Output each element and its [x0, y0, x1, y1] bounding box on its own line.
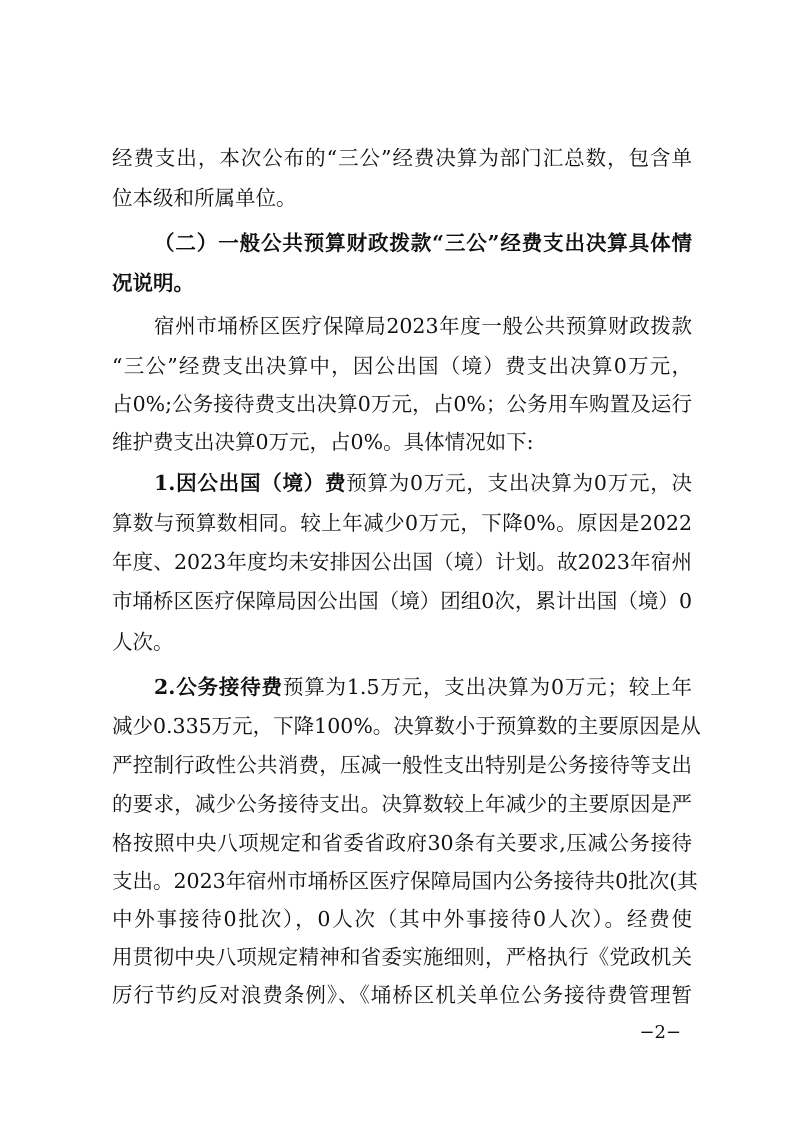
section-heading: 况说明。 [112, 271, 194, 295]
paragraph-line: 算数与预算数相同。较上年减少0万元，下降0%。原因是2022 [112, 511, 692, 535]
paragraph-line: 1.因公出国（境）费预算为0万元，支出决算为0万元，决 [154, 471, 692, 495]
paragraph-line: 的要求，减少公务接待支出。决算数较上年减少的主要原因是严 [112, 792, 692, 816]
paragraph-line: 支出。2023年宿州市埇桥区医疗保障局国内公务接待共0批次(其 [112, 869, 698, 893]
paragraph-line: 中外事接待0批次），0人次（其中外事接待0人次）。经费使 [112, 907, 692, 931]
paragraph-line: 年度、2023年度均未安排因公出国（境）计划。故2023年宿州 [112, 550, 692, 574]
paragraph-line: 市埇桥区医疗保障局因公出国（境）团组0次，累计出国（境）0 [112, 589, 692, 613]
paragraph-line: “三公”经费支出决算中，因公出国（境）费支出决算0万元， [112, 354, 692, 378]
section-heading: （二）一般公共预算财政拨款“三公”经费支出决算具体情 [154, 231, 692, 255]
paragraph-line: 人次。 [112, 630, 174, 654]
paragraph-line: 2.公务接待费预算为1.5万元，支出决算为0万元；较上年 [154, 675, 692, 699]
paragraph-line: 用贯彻中央八项规定精神和省委实施细则，严格执行《党政机关 [112, 945, 692, 969]
paragraph-line: 经费支出，本次公布的“三公”经费决算为部门汇总数，包含单 [112, 146, 692, 170]
item-heading: 1.因公出国（境）费 [154, 471, 347, 495]
paragraph-line: 严控制行政性公共消费，压减一般性支出特别是公务接待等支出 [112, 753, 692, 777]
paragraph-line: 减少0.335万元，下降100%。决算数小于预算数的主要原因是从 [112, 714, 701, 738]
paragraph-line: 维护费支出决算0万元，占0%。具体情况如下: [112, 430, 534, 454]
paragraph-line: 厉行节约反对浪费条例》、《埇桥区机关单位公务接待费管理暂 [112, 983, 692, 1007]
page-number: −2− [639, 1022, 681, 1043]
paragraph-line: 宿州市埇桥区医疗保障局2023年度一般公共预算财政拨款 [154, 314, 692, 338]
item-heading: 2.公务接待费 [154, 675, 283, 699]
paragraph-line: 位本级和所属单位。 [112, 186, 297, 210]
paragraph-line: 格按照中央八项规定和省委省政府30条有关要求,压减公务接待 [112, 831, 692, 855]
paragraph-line: 占0%;公务接待费支出决算0万元，占0%；公务用车购置及运行 [112, 392, 692, 416]
